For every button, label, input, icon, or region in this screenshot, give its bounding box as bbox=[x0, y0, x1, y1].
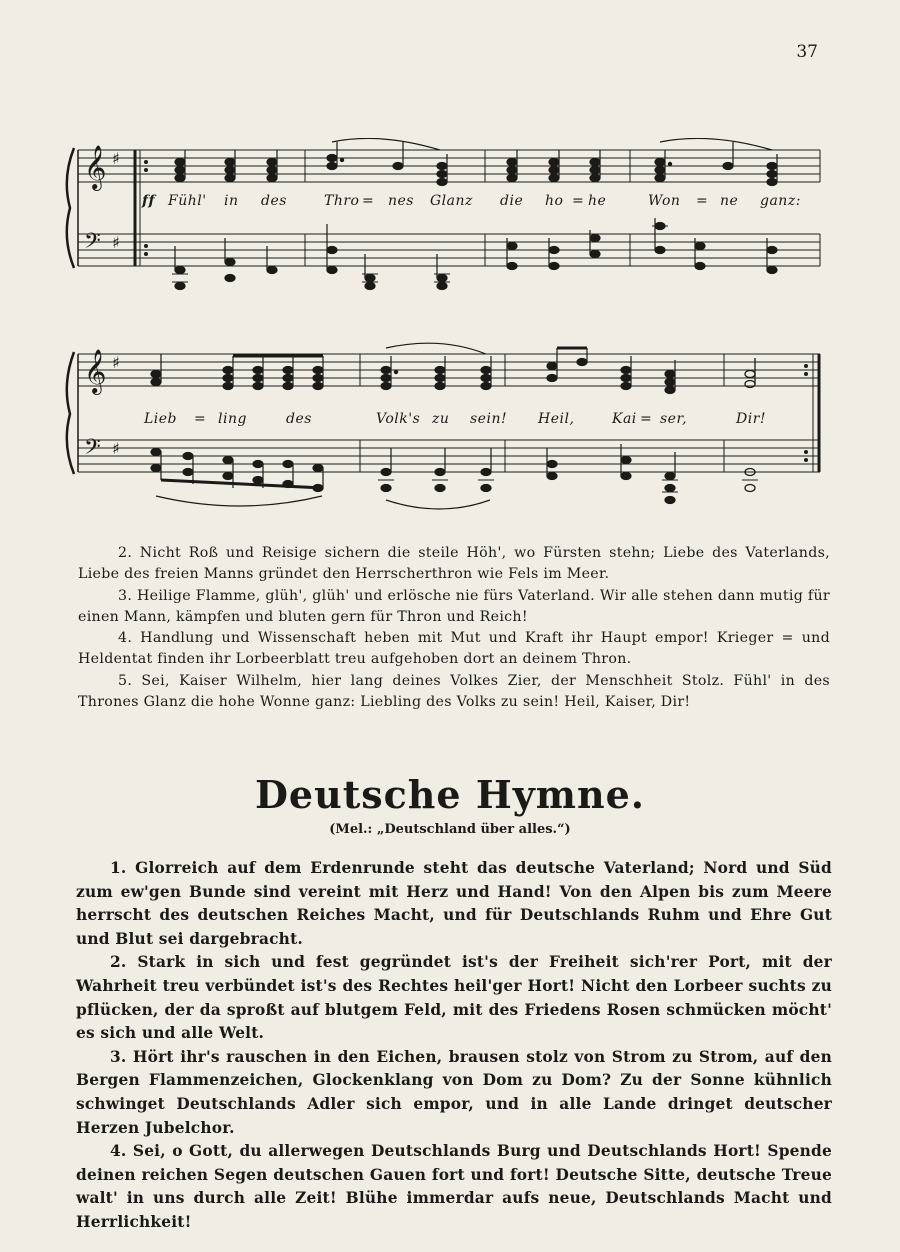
lyric-syllable: he bbox=[588, 193, 607, 209]
lyric-syllable: Heil, bbox=[538, 411, 575, 427]
verse-2: 2. Nicht Roß und Reisige sichern die steile Höh', wo Fürsten stehn; Liebe des Vaterlands, Liebe des freien Manns gründet den Herrscherthron wie Fels im Meer. bbox=[78, 545, 830, 583]
lyric-syllable: in bbox=[224, 193, 239, 209]
lyric-syllable: Kai bbox=[612, 411, 637, 427]
svg-text:𝄢: 𝄢 bbox=[84, 435, 101, 465]
lyric-syllable: ling bbox=[218, 411, 247, 427]
lyric-syllable: ganz: bbox=[760, 193, 801, 209]
svg-text:𝄞: 𝄞 bbox=[84, 145, 107, 189]
verse-5: 5. Sei, Kaiser Wilhelm, hier lang deines Volkes Zier, der Menschheit Stolz. Fühl' in des Thrones Glanz die hohe Wonne ganz: Liebling des Volks zu sein! Heil, Kaiser, Dir! bbox=[78, 672, 830, 711]
lyric-syllable: ser, bbox=[660, 411, 688, 427]
lyric-syllable: Dir! bbox=[736, 411, 767, 427]
lyric-syllable: = bbox=[640, 411, 653, 427]
svg-text:♯: ♯ bbox=[112, 439, 120, 458]
lyric-syllable: zu bbox=[432, 411, 450, 427]
svg-text:♯: ♯ bbox=[112, 149, 120, 168]
hymn-verse-3: 3. Hört ihr's rauschen in den Eichen, brausen stolz von Strom zu Strom, auf den Bergen Flammenzeichen, Glockenklang von Dom zu Dom? Zu der Sonne kühnlich schwinget Deutschlands Adler sich empor, und in alle Lande dringet deutscher Herzen Jubelchor. bbox=[76, 1047, 832, 1137]
hymn-verses bbox=[76, 857, 832, 1235]
lyric-syllable: Thro bbox=[324, 193, 360, 209]
lyric-syllable: ho bbox=[545, 193, 564, 209]
music-system-2 bbox=[60, 340, 840, 520]
lyric-syllable: sein! bbox=[470, 411, 508, 427]
lyric-syllable: Fühl' bbox=[168, 193, 207, 209]
hymn-verse-4: 4. Sei, o Gott, du allerwegen Deutschlands Burg und Deutschlands Hort! Spende deinen reichen Segen deutschen Gauen fort und fort! Deutsche Sitte, deutsche Treue walt' in uns durch alle Zeit! Blühe immerdar aufs neue, Deutschlands Macht und Herrlichkeit! bbox=[76, 1142, 832, 1231]
lyric-syllable: = bbox=[194, 411, 207, 427]
svg-text:𝄞: 𝄞 bbox=[84, 349, 107, 393]
lyric-syllable: des bbox=[261, 193, 287, 209]
verse-4: 4. Handlung und Wissenschaft heben mit Mut und Kraft ihr Haupt empor! Krieger = und Heldentat finden ihr Lorbeerblatt treu aufgehoben dort an deinem Thron. bbox=[78, 630, 830, 668]
hymn-verse-2: 2. Stark in sich und fest gegründet ist's der Freiheit sich'rer Port, mit der Wahrheit treu verbündet ist's des Rechtes heil'ger Hort! Nicht den Lorbeer suchts zu pflücken, der da sproßt auf blutgem Feld, mit des Friedens Rosen schmücken möcht' es sich und alle Welt. bbox=[76, 953, 832, 1043]
music-system-1 bbox=[60, 138, 840, 298]
lyric-syllable: Glanz bbox=[430, 193, 473, 209]
lyric-syllable: = bbox=[572, 193, 585, 209]
hymn-subtitle: (Mel.: „Deutschland über alles.“) bbox=[329, 822, 571, 837]
lyric-syllable: die bbox=[500, 193, 524, 209]
hymn-verse-1: 1. Glorreich auf dem Erdenrunde steht das deutsche Vaterland; Nord und Süd zum ew'gen Bunde sind vereint mit Herz und Hand! Von den Alpen bis zum Meere herrscht des deutschen Reiches Macht, und für Deutschlands Ruhm und Ehre Gut und Blut sei dargebracht. bbox=[76, 859, 832, 948]
svg-text:♯: ♯ bbox=[112, 353, 120, 372]
dynamic-marking: ff bbox=[142, 193, 156, 209]
lyric-syllable: des bbox=[286, 411, 312, 427]
song-verses bbox=[78, 543, 830, 713]
lyric-syllable: = bbox=[362, 193, 375, 209]
lyrics-system-2 bbox=[60, 411, 840, 431]
svg-text:♯: ♯ bbox=[112, 233, 120, 252]
lyric-syllable: Volk's bbox=[376, 411, 421, 427]
score-staves-1 bbox=[60, 138, 840, 298]
lyric-syllable: Won bbox=[648, 193, 681, 209]
lyrics-system-1 bbox=[60, 193, 840, 213]
lyric-syllable: Lieb bbox=[144, 411, 178, 427]
lyric-syllable: nes bbox=[388, 193, 414, 209]
lyric-syllable: ne bbox=[720, 193, 739, 209]
verse-3: 3. Heilige Flamme, glüh', glüh' und erlösche nie fürs Vaterland. Wir alle stehen dann mutig für einen Mann, kämpfen und bluten gern für Thron und Reich! bbox=[78, 587, 830, 625]
lyric-syllable: = bbox=[696, 193, 709, 209]
page-number: 37 bbox=[796, 42, 818, 62]
svg-text:𝄢: 𝄢 bbox=[84, 229, 101, 259]
hymn-title: Deutsche Hymne. bbox=[254, 772, 646, 817]
